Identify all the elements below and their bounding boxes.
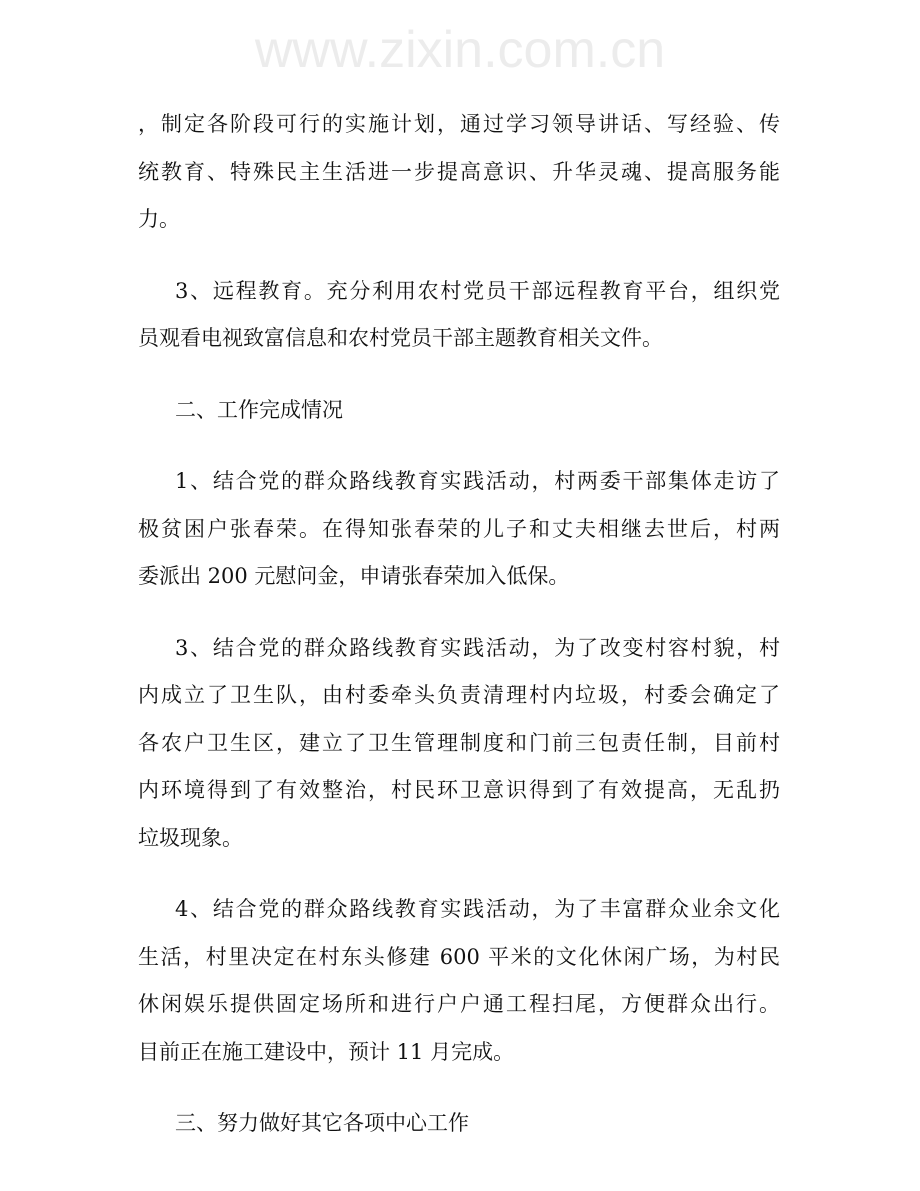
paragraph-continuation — [138, 101, 780, 244]
paragraph-item-3 — [138, 625, 780, 863]
text-line: 4、结合党的群众路线教育实践活动，为了丰富群众业余文化 — [175, 897, 780, 921]
text-line: 休闲娱乐提供固定场所和进行户户通工程扫尾，方便群众出行。 — [138, 992, 780, 1016]
text-line: 力。 — [138, 207, 180, 231]
heading-text: 二、工作完成情况 — [175, 397, 343, 422]
document-body — [138, 101, 780, 1172]
text-line: 3、结合党的群众路线教育实践活动，为了改变村容村貌，村 — [175, 635, 780, 660]
text-line: 3、远程教育。充分利用农村党员干部远程教育平台，组织党 — [175, 278, 780, 303]
text-line: 员观看电视致富信息和农村党员干部主题教育相关文件。 — [138, 326, 663, 350]
section-heading-2 — [138, 387, 780, 435]
text-line: 委派出 200 元慰问金，申请张春荣加入低保。 — [138, 564, 570, 588]
paragraph-item-4 — [138, 886, 780, 1076]
paragraph-remote-education — [138, 268, 780, 363]
heading-text: 三、努力做好其它各项中心工作 — [175, 1111, 469, 1135]
watermark: www.zixin.com.cn — [254, 21, 666, 79]
text-line: 1、结合党的群众路线教育实践活动，村两委干部集体走访了 — [175, 469, 780, 493]
paragraph-item-1 — [138, 458, 780, 601]
text-line: 垃圾现象。 — [138, 825, 243, 850]
text-line: 极贫困户张春荣。在得知张春荣的儿子和丈夫相继去世后，村两 — [138, 516, 780, 541]
text-line: 生活，村里决定在村东头修建 600 平米的文化休闲广场，为村民 — [138, 944, 780, 969]
text-line: 各农户卫生区，建立了卫生管理制度和门前三包责任制，目前村 — [138, 730, 780, 755]
text-line: 内成立了卫生队，由村委牵头负责清理村内垃圾，村委会确定了 — [138, 683, 780, 707]
section-heading-3 — [138, 1100, 780, 1148]
text-line: 目前正在施工建设中，预计 11 月完成。 — [138, 1039, 515, 1064]
text-line: 内环境得到了有效整治，村民环卫意识得到了有效提高，无乱扔 — [138, 778, 780, 802]
text-line: 统教育、特殊民主生活进一步提高意识、升华灵魂、提高服务能 — [138, 159, 780, 184]
text-line: ，制定各阶段可行的实施计划，通过学习领导讲话、写经验、传 — [138, 112, 780, 136]
